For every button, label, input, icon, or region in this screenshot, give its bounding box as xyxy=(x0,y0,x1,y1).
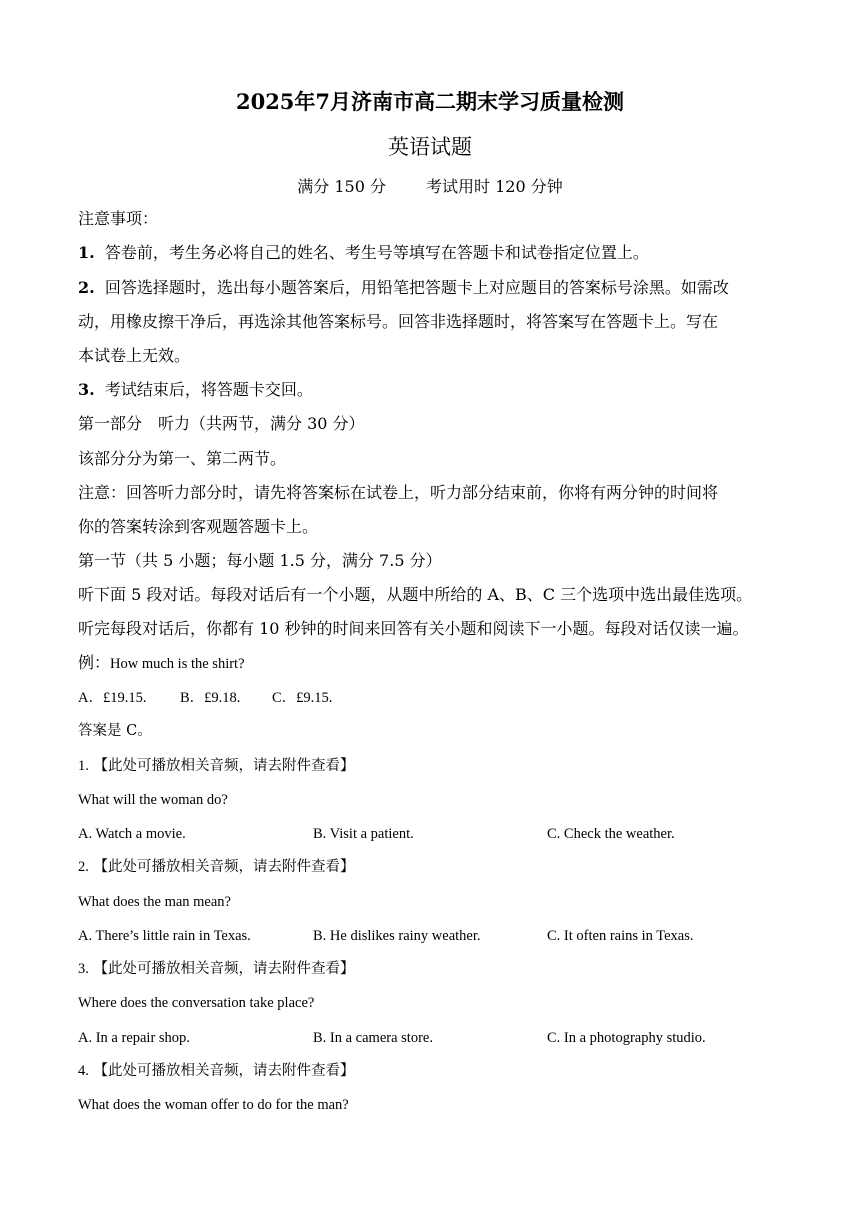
question-1-option-a[interactable]: A. Watch a movie. xyxy=(78,826,186,842)
note-item-3: 3. 考试结束后，将答题卡交回。 xyxy=(78,380,313,399)
question-3-text: Where does the conversation take place? xyxy=(78,995,315,1011)
question-2-audio[interactable]: 2. 【此处可播放相关音频，请去附件查看】 xyxy=(78,859,355,875)
example-question: How much is the shirt? xyxy=(110,656,245,672)
example-label: 例： xyxy=(78,653,111,672)
note-item-1: 1. 答卷前，考生务必将自己的姓名、考生号等填写在答题卡和试卷指定位置上。 xyxy=(78,243,649,262)
question-1-option-b[interactable]: B. Visit a patient. xyxy=(313,826,414,842)
question-2-option-b[interactable]: B. He dislikes rainy weather. xyxy=(313,928,481,944)
full-score: 满分 150 分 xyxy=(297,177,386,196)
part1-note-line1: 注意：回答听力部分时，请先将答案标在试卷上，听力部分结束前，你将有两分钟的时间将 xyxy=(78,483,719,502)
section1-instructions-line1: 听下面 5 段对话。每段对话后有一个小题，从题中所给的 A、B、C 三个选项中选出最佳选项。 xyxy=(78,585,753,604)
question-1-option-c[interactable]: C. Check the weather. xyxy=(547,826,675,842)
example-option-c: C．£9.15. xyxy=(272,690,333,706)
example-line xyxy=(78,653,245,674)
question-2-option-c[interactable]: C. It often rains in Texas. xyxy=(547,928,694,944)
notes-heading: 注意事项： xyxy=(78,209,159,228)
score-time-line xyxy=(0,177,860,197)
example-option-b: B．£9.18. xyxy=(180,690,241,706)
question-3-option-b[interactable]: B. In a camera store. xyxy=(313,1030,433,1046)
section1-instructions-line2: 听完每段对话后，你都有 10 秒钟的时间来回答有关小题和阅读下一小题。每段对话仅读一遍。 xyxy=(78,619,749,638)
question-1-text: What will the woman do? xyxy=(78,792,228,808)
example-answer: 答案是 C。 xyxy=(78,723,152,739)
question-1-audio[interactable]: 1. 【此处可播放相关音频，请去附件查看】 xyxy=(78,758,355,774)
exam-time: 考试用时 120 分钟 xyxy=(426,177,563,196)
question-3-option-c[interactable]: C. In a photography studio. xyxy=(547,1030,706,1046)
question-3-option-a[interactable]: A. In a repair shop. xyxy=(78,1030,190,1046)
page-subtitle: 英语试题 xyxy=(388,135,472,159)
part1-desc: 该部分分为第一、第二两节。 xyxy=(78,449,287,468)
section1-heading: 第一节（共 5 小题；每小题 1.5 分，满分 7.5 分） xyxy=(78,551,442,570)
part1-heading: 第一部分 听力（共两节，满分 30 分） xyxy=(78,414,365,433)
note-item-2-line3: 本试卷上无效。 xyxy=(78,346,191,365)
question-4-text: What does the woman offer to do for the man? xyxy=(78,1097,349,1113)
question-4-audio[interactable]: 4. 【此处可播放相关音频，请去附件查看】 xyxy=(78,1063,355,1079)
question-2-option-a[interactable]: A. There’s little rain in Texas. xyxy=(78,928,251,944)
note-item-2-line2: 动，用橡皮擦干净后，再选涂其他答案标号。回答非选择题时，将答案写在答题卡上。写在 xyxy=(78,312,719,331)
page-title: 2025年7月济南市高二期末学习质量检测 xyxy=(235,89,625,114)
question-2-text: What does the man mean? xyxy=(78,894,231,910)
part1-note-line2: 你的答案转涂到客观题答题卡上。 xyxy=(78,517,319,536)
question-3-audio[interactable]: 3. 【此处可播放相关音频，请去附件查看】 xyxy=(78,961,355,977)
example-option-a: A．£19.15. xyxy=(78,690,147,706)
note-item-2: 2. 回答选择题时，选出每小题答案后，用铅笔把答题卡上对应题目的答案标号涂黑。如需改 xyxy=(78,278,729,297)
